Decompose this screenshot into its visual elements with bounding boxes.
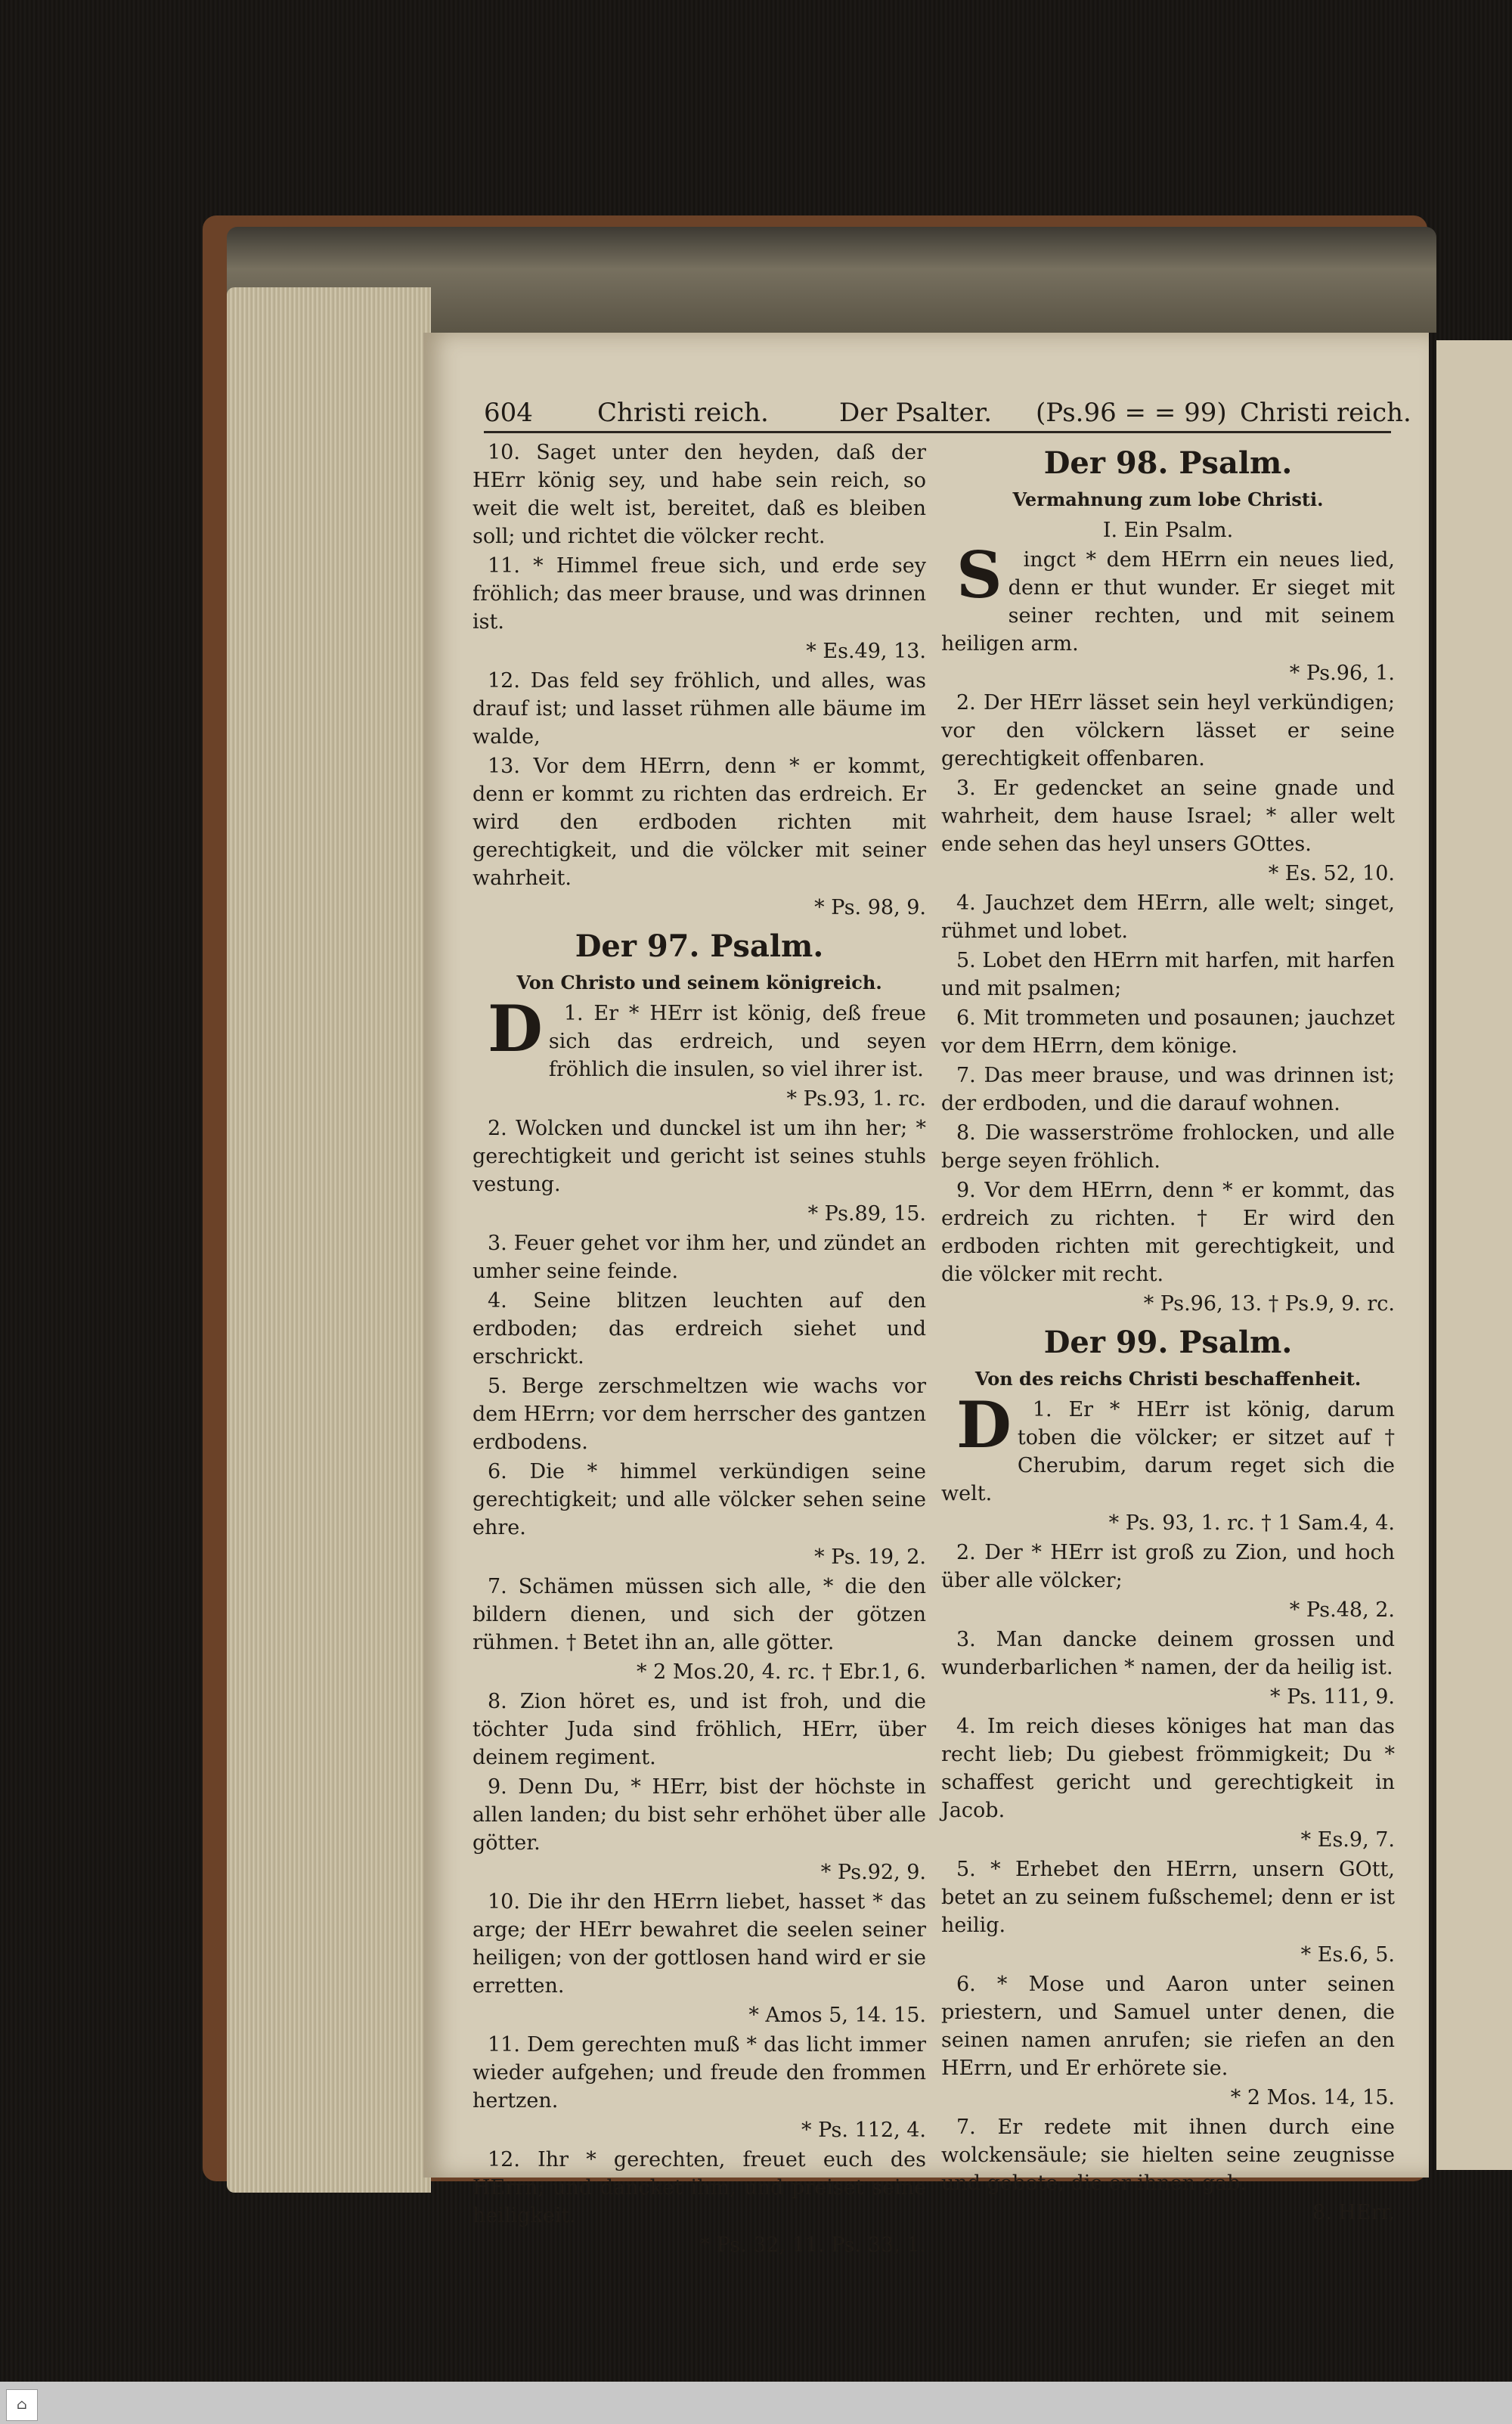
- drop-cap: D: [488, 991, 543, 1066]
- cross-reference: * Ps.96, 1.: [1289, 662, 1395, 685]
- cross-reference: * Ps. 32, 11. Ps. 33, 1.: [699, 2233, 926, 2257]
- verse: 12. Das feld sey fröhlich, und alles, was drauf ist; und lasset rühmen alle bäume im walde,: [472, 669, 926, 749]
- verse: 3. Man dancke deinem grossen und wunderbarlichen * namen, der da heilig ist.: [941, 1628, 1395, 1679]
- cross-reference: * Ps.96, 13. † Ps.9, 9. rc.: [1143, 1292, 1395, 1316]
- verse: 10. Saget unter den heyden, daß der HErr könig sey, und habe sein reich, so weit die welt ist, bereitet, daß es bleiben soll; und richtet die völcker recht.: [472, 441, 926, 548]
- verse: 2. Der * HErr ist groß zu Zion, und hoch über alle völcker;: [941, 1541, 1395, 1592]
- header-center-title: Der Psalter.: [839, 398, 993, 428]
- verse: 3. Er gedencket an seine gnade und wahrheit, dem hause Israel; * aller welt ende sehen das heyl unsers GOttes.: [941, 776, 1395, 856]
- drop-cap: D: [956, 1387, 1012, 1462]
- verse: ingct * dem HErrn ein neues lied, denn er thut wunder. Er sieget mit seiner rechten, und mit seinem heiligen arm.: [941, 548, 1395, 656]
- cross-reference: * Ps. 19, 2.: [814, 1545, 926, 1569]
- viewer-status-bar: [0, 2382, 1512, 2424]
- cross-reference: * Ps.92, 9.: [820, 1861, 926, 1884]
- psalm-heading: Der 99. Psalm.: [1043, 1325, 1293, 1360]
- verse: 5. * Erhebet den HErrn, unsern GOtt, betet an zu seinem fußschemel; denn er ist heilig.: [941, 1858, 1395, 1937]
- psalm-summary: Vermahnung zum lobe Christi.: [1012, 488, 1324, 510]
- verse: 2. Der HErr lässet sein heyl verkündigen; vor den völckern lässet er seine gerechtigkeit offenbaren.: [941, 691, 1395, 770]
- library-logo-icon[interactable]: ⌂: [6, 2389, 38, 2421]
- verse: 7. Er redete mit ihnen durch eine wolckensäule; sie hielten seine zeugnisse und gebote, die er ihnen gab.: [941, 2116, 1395, 2195]
- verse: 13. Vor dem HErrn, denn * er kommt, denn er kommt zu richten das erdreich. Er wird den erdboden richten mit gerechtigkeit, und die völcker mit seiner wahrheit.: [472, 755, 926, 890]
- facing-page-sliver: [1436, 340, 1512, 2170]
- verse: 6. Mit trommeten und posaunen; jauchzet vor dem HErrn, dem könige.: [941, 1006, 1395, 1058]
- verse: 4. Jauchzet dem HErrn, alle welt; singet, rühmet und lobet.: [941, 891, 1395, 943]
- left-column: [472, 439, 926, 2261]
- running-header: [484, 393, 1411, 433]
- verse: 12. Ihr * gerechten, freuet euch des HErrn; und dancket ihm, und preiset seine heiligkeit.: [472, 2148, 926, 2227]
- verse: 10. Die ihr den HErrn liebet, hasset * das arge; der HErr bewahret die seelen seiner heiligen; von der gottlosen hand wird er sie erretten.: [472, 1890, 926, 1998]
- header-range: (Ps.96 = = 99): [1036, 398, 1227, 428]
- psalm-heading: Der 97. Psalm.: [575, 928, 824, 964]
- cross-reference: * Es.9, 7.: [1300, 1828, 1395, 1852]
- drop-cap: S: [956, 538, 1002, 612]
- verse: 6. Die * himmel verkündigen seine gerechtigkeit; und alle völcker sehen seine ehre.: [472, 1460, 926, 1539]
- verse: 7. Das meer brause, und was drinnen ist; der erdboden, und die darauf wohnen.: [941, 1064, 1395, 1115]
- header-right-title: Christi reich.: [1240, 398, 1411, 428]
- psalm-heading: Der 98. Psalm.: [1043, 445, 1293, 481]
- catchword: 8. HErr,: [1312, 2201, 1395, 2224]
- verse: 1. Er * HErr ist könig, deß freue sich das erdreich, und seyen fröhlich die insulen, so viel ihrer ist.: [548, 1002, 926, 1081]
- header-left-title: Christi reich.: [597, 398, 769, 428]
- verse: 4. Seine blitzen leuchten auf den erdboden; das erdreich siehet und erschrickt.: [472, 1289, 926, 1369]
- cross-reference: * Es. 52, 10.: [1268, 862, 1395, 885]
- verse: 5. Berge zerschmeltzen wie wachs vor dem HErrn; vor dem herrscher des gantzen erdbodens.: [472, 1375, 926, 1454]
- verse: 1. Er * HErr ist könig, darum toben die völcker; er sitzet auf † Cherubim, darum reget sich die welt.: [941, 1398, 1395, 1505]
- page-edges: [227, 287, 431, 2193]
- cross-reference: * Ps. 111, 9.: [1269, 1685, 1395, 1709]
- verse: 7. Schämen müssen sich alle, * die den bildern dienen, und sich der götzen rühmen. † Betet ihn an, alle götter.: [472, 1575, 926, 1654]
- cross-reference: * Ps. 98, 9.: [814, 896, 926, 919]
- verse: 2. Wolcken und dunckel ist um ihn her; * gerechtigkeit und gericht ist seines stuhls vestung.: [472, 1117, 926, 1196]
- cross-reference: * Amos 5, 14. 15.: [748, 2004, 926, 2027]
- psalm-summary: Von des reichs Christi beschaffenheit.: [974, 1368, 1362, 1390]
- right-column: [941, 439, 1395, 2228]
- verse: 9. Denn Du, * HErr, bist der höchste in allen landen; du bist sehr erhöhet über alle götter.: [472, 1775, 926, 1855]
- verse: 4. Im reich dieses königes hat man das recht lieb; Du giebest frömmigkeit; Du * schaffest gericht und gerechtigkeit in Jacob.: [941, 1715, 1395, 1822]
- cross-reference: * 2 Mos. 14, 15.: [1230, 2086, 1395, 2109]
- verse: 11. * Himmel freue sich, und erde sey fröhlich; das meer brause, und was drinnen ist.: [472, 554, 926, 634]
- cross-reference: * Ps.93, 1. rc.: [786, 1087, 926, 1111]
- psalm-summary: Von Christo und seinem königreich.: [516, 972, 882, 993]
- cross-reference: * Ps. 93, 1. rc. † 1 Sam.4, 4.: [1108, 1511, 1395, 1535]
- verse: 9. Vor dem HErrn, denn * er kommt, das erdreich zu richten. † Er wird den erdboden richten mit gerechtigkeit, und die völcker mit recht.: [941, 1179, 1395, 1286]
- verse: 3. Feuer gehet vor ihm her, und zündet an umher seine feinde.: [472, 1232, 926, 1283]
- page-number: 604: [484, 398, 533, 428]
- cross-reference: * Ps.48, 2.: [1289, 1598, 1395, 1622]
- verse: 8. Zion höret es, und ist froh, und die töchter Juda sind fröhlich, HErr, über deinem regiment.: [472, 1690, 926, 1769]
- verse: 6. * Mose und Aaron unter seinen priestern, und Samuel unter denen, die seinen namen anrufen; sie riefen an den HErrn, und Er erhörete sie.: [941, 1973, 1395, 2080]
- cross-reference: * 2 Mos.20, 4. rc. † Ebr.1, 6.: [637, 1660, 926, 1684]
- verse: 8. Die wasserströme frohlocken, und alle berge seyen fröhlich.: [941, 1121, 1395, 1173]
- cross-reference: * Es.6, 5.: [1300, 1943, 1395, 1967]
- verse: 5. Lobet den HErrn mit harfen, mit harfen und mit psalmen;: [941, 949, 1395, 1000]
- psalm-subtitle: I. Ein Psalm.: [1102, 519, 1234, 542]
- verse: 11. Dem gerechten muß * das licht immer wieder aufgehen; und freude den frommen hertzen.: [472, 2033, 926, 2112]
- cross-reference: * Ps. 112, 4.: [801, 2119, 926, 2142]
- cross-reference: * Es.49, 13.: [806, 640, 926, 663]
- cross-reference: * Ps.89, 15.: [807, 1202, 926, 1226]
